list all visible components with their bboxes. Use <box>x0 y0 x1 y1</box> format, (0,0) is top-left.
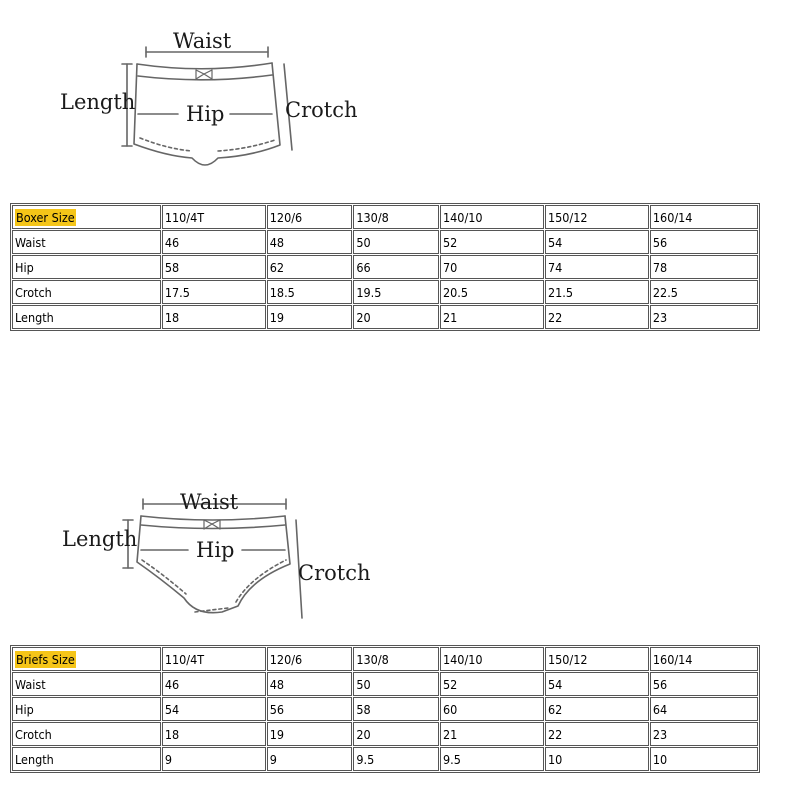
table-header-cell <box>12 205 161 229</box>
length-label: Length <box>60 90 136 114</box>
table-cell: 54 <box>162 697 266 721</box>
table-cell: 58 <box>353 697 439 721</box>
table-header-cell <box>12 647 161 671</box>
table-row <box>12 697 758 721</box>
table-header-cell: 140/10 <box>440 205 544 229</box>
briefs-size-table <box>10 645 760 773</box>
table-cell: 20 <box>353 722 439 746</box>
table-cell: 64 <box>650 697 758 721</box>
table-row <box>12 255 758 279</box>
table-header-cell: 110/4T <box>162 647 266 671</box>
table-cell: 20 <box>353 305 439 329</box>
table-cell: 9 <box>267 747 353 771</box>
boxer-size-table <box>10 203 760 331</box>
table-cell: 62 <box>545 697 649 721</box>
table-cell: 19 <box>267 722 353 746</box>
table-cell: 20.5 <box>440 280 544 304</box>
waist-label: Waist <box>173 29 232 53</box>
size-heading: Boxer Size <box>16 209 75 225</box>
table-header-row <box>12 647 758 671</box>
table-cell: 50 <box>353 230 439 254</box>
table-row <box>12 747 758 771</box>
table-header-cell: 160/14 <box>650 205 758 229</box>
table-cell: Length <box>12 747 161 771</box>
table-header-cell: 150/12 <box>545 205 649 229</box>
waist-label: Waist <box>180 490 239 514</box>
table-cell: 52 <box>440 672 544 696</box>
crotch-label: Crotch <box>285 98 358 122</box>
size-heading: Briefs Size <box>16 651 75 667</box>
table-header-cell: 160/14 <box>650 647 758 671</box>
table-cell: 10 <box>545 747 649 771</box>
table-cell: 62 <box>267 255 353 279</box>
table-row <box>12 305 758 329</box>
briefs-diagram <box>0 480 400 630</box>
table-cell: 48 <box>267 230 353 254</box>
table-cell: 9 <box>162 747 266 771</box>
table-cell: Length <box>12 305 161 329</box>
table-header-cell: 130/8 <box>353 647 439 671</box>
table-cell: 56 <box>267 697 353 721</box>
table-cell: 54 <box>545 230 649 254</box>
hip-label: Hip <box>196 538 235 562</box>
table-header-cell: 120/6 <box>267 647 353 671</box>
table-cell: 70 <box>440 255 544 279</box>
table-cell: Crotch <box>12 722 161 746</box>
table-cell: 22.5 <box>650 280 758 304</box>
table-cell: 21 <box>440 722 544 746</box>
table-cell: 56 <box>650 672 758 696</box>
table-cell: 23 <box>650 722 758 746</box>
table-cell: 22 <box>545 305 649 329</box>
table-cell: 18.5 <box>267 280 353 304</box>
table-row <box>12 280 758 304</box>
hip-label: Hip <box>186 102 225 126</box>
table-header-cell: 110/4T <box>162 205 266 229</box>
table-row <box>12 672 758 696</box>
table-cell: Hip <box>12 697 161 721</box>
table-cell: 50 <box>353 672 439 696</box>
table-cell: 18 <box>162 305 266 329</box>
table-header-cell: 150/12 <box>545 647 649 671</box>
table-cell: 66 <box>353 255 439 279</box>
table-cell: Waist <box>12 672 161 696</box>
table-header-cell: 120/6 <box>267 205 353 229</box>
table-cell: 52 <box>440 230 544 254</box>
table-cell: 54 <box>545 672 649 696</box>
length-label: Length <box>62 527 138 551</box>
boxer-diagram <box>0 0 400 190</box>
table-cell: 58 <box>162 255 266 279</box>
table-cell: Hip <box>12 255 161 279</box>
table-header-cell: 140/10 <box>440 647 544 671</box>
table-header-cell: 130/8 <box>353 205 439 229</box>
table-header-row <box>12 205 758 229</box>
table-cell: 17.5 <box>162 280 266 304</box>
table-cell: 46 <box>162 230 266 254</box>
table-cell: 78 <box>650 255 758 279</box>
table-row <box>12 230 758 254</box>
table-cell: 19 <box>267 305 353 329</box>
table-cell: Crotch <box>12 280 161 304</box>
table-cell: 48 <box>267 672 353 696</box>
table-cell: 18 <box>162 722 266 746</box>
table-cell: 10 <box>650 747 758 771</box>
table-cell: 19.5 <box>353 280 439 304</box>
table-cell: 74 <box>545 255 649 279</box>
table-cell: 46 <box>162 672 266 696</box>
table-cell: 60 <box>440 697 544 721</box>
table-cell: 21.5 <box>545 280 649 304</box>
table-cell: 21 <box>440 305 544 329</box>
table-cell: 22 <box>545 722 649 746</box>
table-row <box>12 722 758 746</box>
table-cell: 9.5 <box>353 747 439 771</box>
table-cell: 9.5 <box>440 747 544 771</box>
crotch-label: Crotch <box>298 561 371 585</box>
table-cell: 56 <box>650 230 758 254</box>
table-cell: Waist <box>12 230 161 254</box>
table-cell: 23 <box>650 305 758 329</box>
